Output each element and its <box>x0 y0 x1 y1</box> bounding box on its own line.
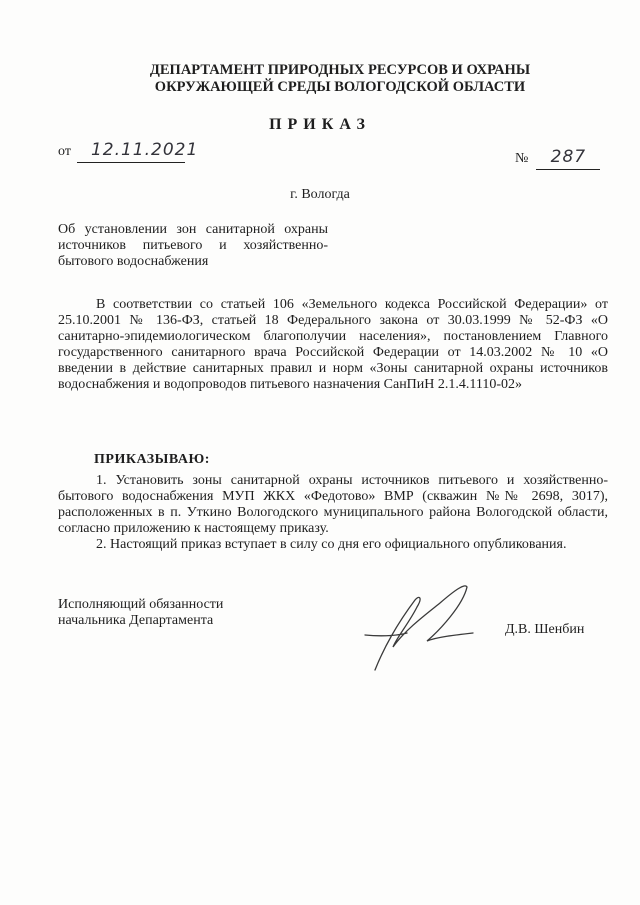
handwritten-date: 12.11.2021 <box>90 140 199 160</box>
date-prefix: от <box>58 144 71 159</box>
handwritten-number: 287 <box>550 147 587 167</box>
preamble-paragraph: В соответствии со статьей 106 «Земельного кодекса Российской Федерации» от 25.10.2001 № 136-ФЗ, статьей 18 Федерального закона от 30.03.1999 № 52-ФЗ «О санитарно-эпидемиологическом благополучии населения», постановлением Главного государственного санитарного врача Российской Федерации от 14.03.2002 № 10 «О введении в действие санитарных правил и норм «Зоны санитарной охраны источников водоснабжения и водопроводов питьевого назначения СанПиН 2.1.4.1110-02» <box>58 297 608 392</box>
number-row <box>515 147 600 170</box>
document-subject: Об установлении зон санитарной охраны источников питьевого и хозяйственно-бытового водоснабжения <box>58 222 328 269</box>
handwritten-signature <box>345 575 505 675</box>
date-row <box>58 140 199 163</box>
city: г. Вологда <box>290 187 350 202</box>
signer-position-line2: начальника Департамента <box>58 613 214 628</box>
signer-name: Д.В. Шенбин <box>505 622 585 637</box>
department-header-line1: ДЕПАРТАМЕНТ ПРИРОДНЫХ РЕСУРСОВ И ОХРАНЫ <box>149 62 531 78</box>
order-item-2: 2. Настоящий приказ вступает в силу со дня его официального опубликования. <box>96 537 567 552</box>
department-header-line2: ОКРУЖАЮЩЕЙ СРЕДЫ ВОЛОГОДСКОЙ ОБЛАСТИ <box>154 79 526 95</box>
signer-position-line1: Исполняющий обязанности <box>58 597 224 612</box>
order-item-1: 1. Установить зоны санитарной охраны источников питьевого и хозяйственно-бытового водоснабжения МУП ЖКХ «Федотово» ВМР (скважин №№ 2698, 3017), расположенных в п. Уткино Вологодского муниципального района Вологодской области, согласно приложению к настоящему приказу. <box>58 473 608 536</box>
orders-heading: ПРИКАЗЫВАЮ: <box>94 452 210 467</box>
department-header <box>90 62 590 96</box>
document-title: ПРИКАЗ <box>269 116 371 133</box>
number-prefix: № <box>515 151 529 166</box>
signer-position <box>58 597 223 629</box>
